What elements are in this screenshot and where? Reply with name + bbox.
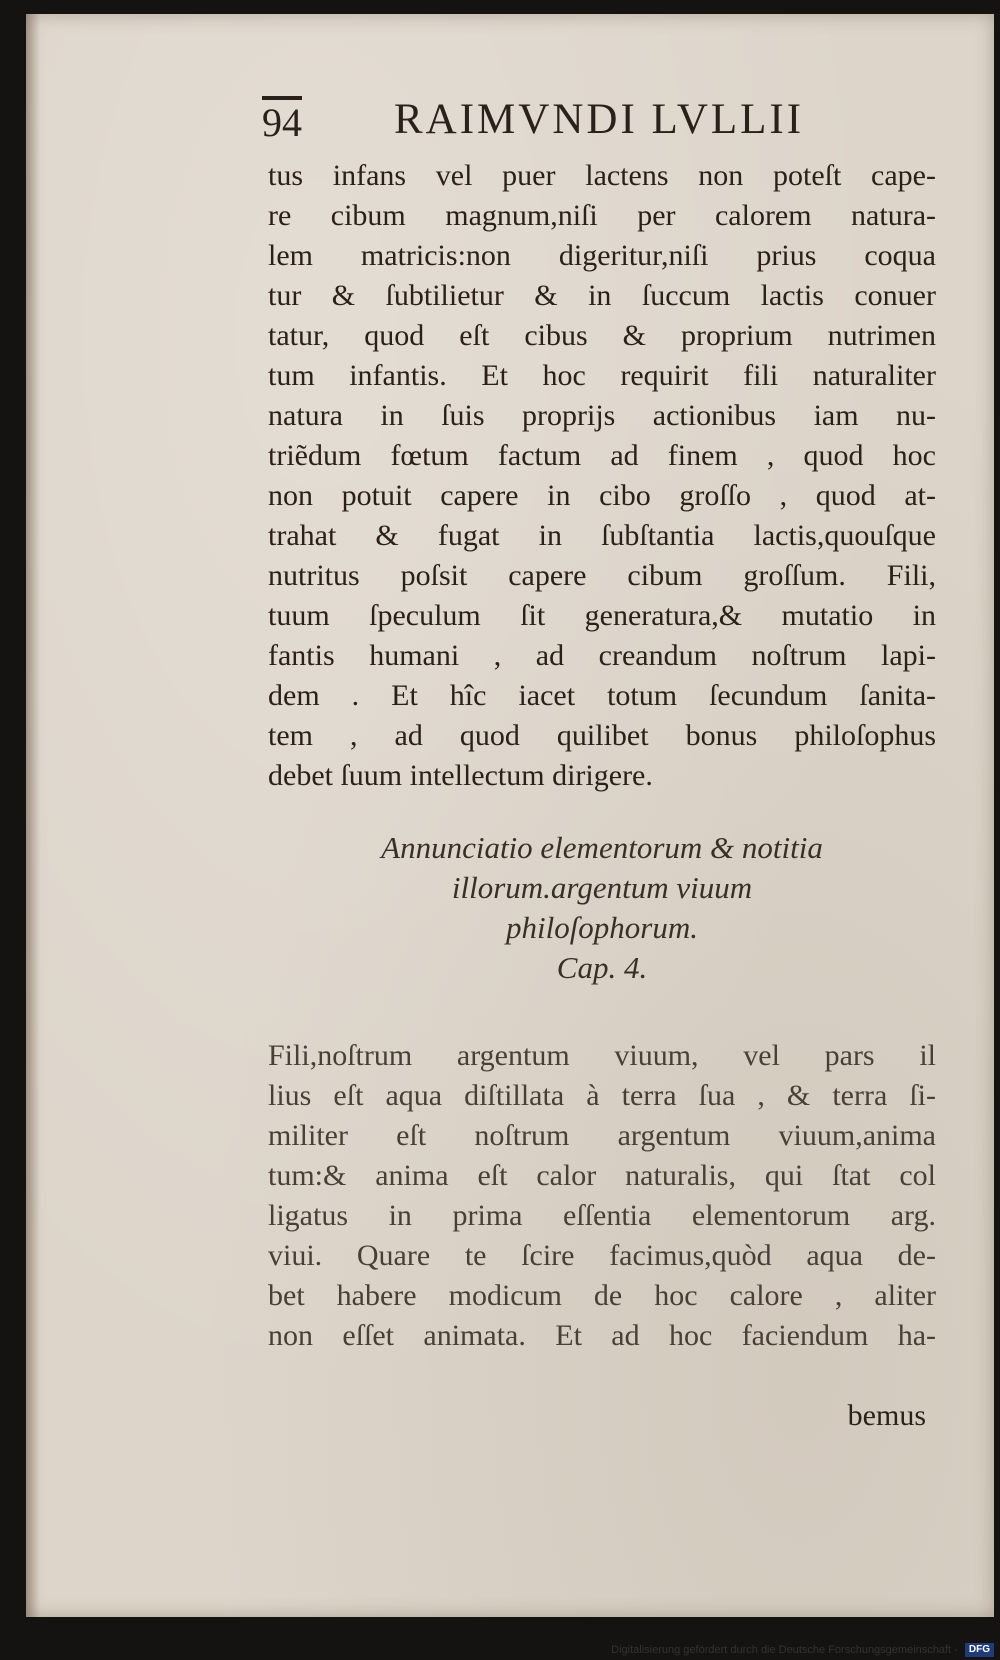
text-block-2 [268, 1036, 936, 1356]
catchword: bemus [847, 1399, 926, 1432]
text-line: triẽdum fœtum factum ad finem , quod hoc [268, 439, 936, 472]
text-line: bet habere modicum de hoc calore , aliter [268, 1279, 936, 1312]
text-line: tatur, quod eſt cibus & proprium nutrimen [268, 319, 936, 352]
chapter-number: Cap. 4. [556, 950, 648, 985]
running-head [262, 94, 942, 154]
running-title: RAIMVNDI LVLLII [394, 96, 805, 143]
text-line: fantis humani , ad creandum noſtrum lapi- [268, 639, 936, 672]
chapter-heading [268, 828, 936, 988]
text-line: tum:& anima eſt calor naturalis, qui ſtat col [268, 1159, 936, 1192]
text-line: nutritus poſsit capere cibum groſſum. Fili, [268, 559, 936, 592]
page-gutter-shadow [26, 14, 40, 1617]
text-line: tum infantis. Et hoc requirit fili naturaliter [268, 359, 936, 392]
text-line: militer eſt noſtrum argentum viuum,anima [268, 1119, 936, 1152]
text-line: tur & ſubtilietur & in ſuccum lactis conuer [268, 279, 936, 312]
text-line: non potuit capere in cibo groſſo , quod at- [268, 479, 936, 512]
text-line: re cibum magnum,niſi per calorem natura- [268, 199, 936, 232]
text-line: non eſſet animata. Et ad hoc faciendum ha- [268, 1319, 936, 1352]
text-line: dem . Et hîc iacet totum ſecundum ſanita- [268, 679, 936, 712]
text-line-last: debet ſuum intellectum dirigere. [268, 759, 653, 792]
page-number: 94 [262, 100, 302, 145]
heading-line: illorum.argentum viuum [451, 870, 753, 905]
credit-text: Digitalisierung gefördert durch die Deutsche Forschungsgemeinschaft - [611, 1644, 958, 1656]
heading-line: philoſophorum. [505, 910, 699, 945]
text-line: tuum ſpeculum ſit generatura,& mutatio in [268, 599, 936, 632]
text-line: natura in ſuis proprijs actionibus iam nu- [268, 399, 936, 432]
text-line: ligatus in prima eſſentia elementorum arg. [268, 1199, 936, 1232]
text-line: lem matricis:non digeritur,niſi prius coqua [268, 239, 936, 272]
text-line: lius eſt aqua diſtillata à terra ſua , & terra ſi- [268, 1079, 936, 1112]
digitization-credit [611, 1640, 994, 1660]
dfg-logo: DFG [965, 1643, 994, 1657]
text-line: trahat & fugat in ſubſtantia lactis,quouſque [268, 519, 936, 552]
text-line: viui. Quare te ſcire facimus,quòd aqua de- [268, 1239, 936, 1272]
text-line: tus infans vel puer lactens non poteſt cape- [268, 159, 936, 192]
text-block-1 [268, 156, 936, 796]
text-line: Fili,noſtrum argentum viuum, vel pars il [268, 1039, 936, 1072]
heading-line: Annunciatio elementorum & notitia [381, 830, 823, 865]
text-line: tem , ad quod quilibet bonus philoſophus [268, 719, 936, 752]
